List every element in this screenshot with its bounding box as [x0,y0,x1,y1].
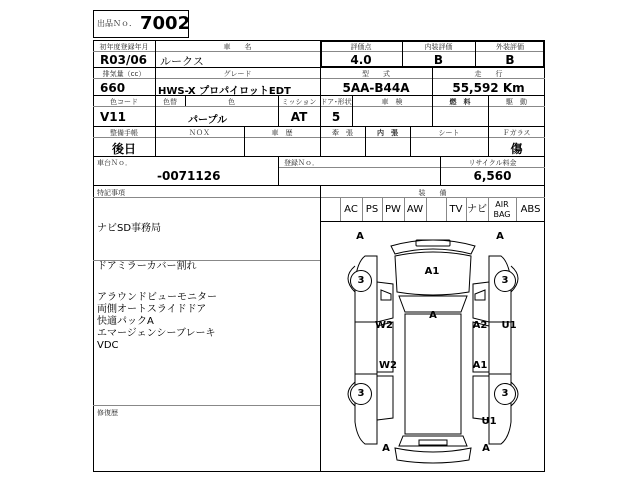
exterior-score-label: 外装評価 [496,43,524,51]
drive-label: 駆 動 [506,98,527,106]
history-label: 車 歴 [271,129,293,137]
damage-roof: A [429,310,437,321]
damage-rear-door-right: A1 [472,360,488,371]
equip-airbag-line2: BAG [493,210,511,219]
damage-fender-right: 3 [494,270,516,292]
color-value: パープル [188,115,228,126]
color-code-value: V11 [100,110,126,124]
nox-label: ＮＯＸ [189,129,210,137]
fglass-value: 傷 [510,142,523,156]
first-reg-label: 初年度登録年月 [99,43,149,51]
pull-label: 牽 張 [332,129,353,137]
fglass-label: Ｆガラス [502,129,531,137]
damage-front-right: A [496,231,504,242]
exterior-score-value: B [505,53,515,67]
car-name-label: 車 名 [223,43,252,51]
recycle-label: リサイクル料金 [468,159,517,167]
interior-score-label: 内装評価 [424,43,453,51]
door-label: ドア･形状 [320,98,352,106]
equip-navi: ナビ [467,204,487,215]
damage-rear-door-left: W2 [379,360,397,371]
mileage-label: 走 行 [474,70,503,78]
recycle-value: 6,560 [473,169,512,183]
note-line-3: アラウンドビューモニター [97,292,217,303]
equip-aw: AW [406,204,424,215]
damage-front-door-right: A2 [472,320,488,331]
damage-rear-left: A [382,443,390,454]
notes-label: 特記事項 [97,189,125,197]
equip-ps: PS [365,204,379,215]
score-label: 評価点 [350,43,372,51]
mileage-value: 55,592 Km [452,81,525,95]
damage-rear-right: A [482,443,490,454]
displacement-value: 660 [100,81,126,95]
equipment-label: 装 備 [418,189,447,197]
interior-lining-label: 内 張 [377,129,398,137]
note-line-6: エマージェンシーブレーキ [97,328,216,339]
model-label: 型 式 [362,70,390,78]
equip-tv: TV [449,204,463,215]
grade-value: HWS-X プロパイロットEDT [158,86,291,97]
note-line-7: VDC [97,340,119,351]
color-label: 色 [228,98,235,106]
lot-label: 出品Ｎｏ． [97,19,137,28]
first-reg-value: R03/06 [100,53,148,67]
chassis-label: 車台Ｎｏ． [97,159,132,167]
equip-pw: PW [385,204,401,215]
damage-rear-fender-left: 3 [350,383,372,405]
damage-front-door-right-extra: U1 [501,320,517,331]
mission-value: AT [290,110,308,124]
note-line-4: 両側オートスライドドア [97,304,207,315]
seat-label: シート [438,129,460,137]
damage-hood: A1 [424,266,440,277]
fuel-label: 燃 料 [449,98,471,106]
chassis-value: -0071126 [157,169,221,183]
note-line-2: ドアミラーカバー割れ [97,261,197,272]
model-value: 5AA-B44A [342,81,410,95]
car-name-value: ルークス [160,55,204,68]
grade-label: グレード [223,70,252,78]
damage-front-left: A [356,231,364,242]
color-change-label: 色替 [163,98,177,106]
mission-label: ミッション [281,98,317,106]
damage-rear-fender-right: 3 [494,383,516,405]
manual-label: 整備手帳 [110,129,138,137]
equip-ac: AC [344,204,358,215]
color-code-label: 色コード [110,98,138,106]
damage-rear-bottom-right: U1 [481,416,497,427]
equip-airbag-line1: AIR [495,200,509,209]
repair-history-label: 修復歴 [97,409,118,417]
damage-front-door-left: W2 [375,320,393,331]
note-line-1: ナビSD事務局 [97,223,162,234]
regno-label: 登録Ｎｏ． [284,159,319,167]
score-value: 4.0 [350,53,372,67]
note-line-5: 快適パックA [97,316,154,327]
damage-fender-left: 3 [350,270,372,292]
interior-score-value: B [433,53,444,67]
car-diagram [321,222,545,472]
door-value: 5 [331,110,341,124]
lot-number: 7002 [140,13,191,34]
equip-abs: ABS [520,204,541,215]
inspection-label: 車 検 [381,98,403,106]
manual-value: 後日 [112,142,137,156]
displacement-label: 排気量（cc） [102,70,146,78]
